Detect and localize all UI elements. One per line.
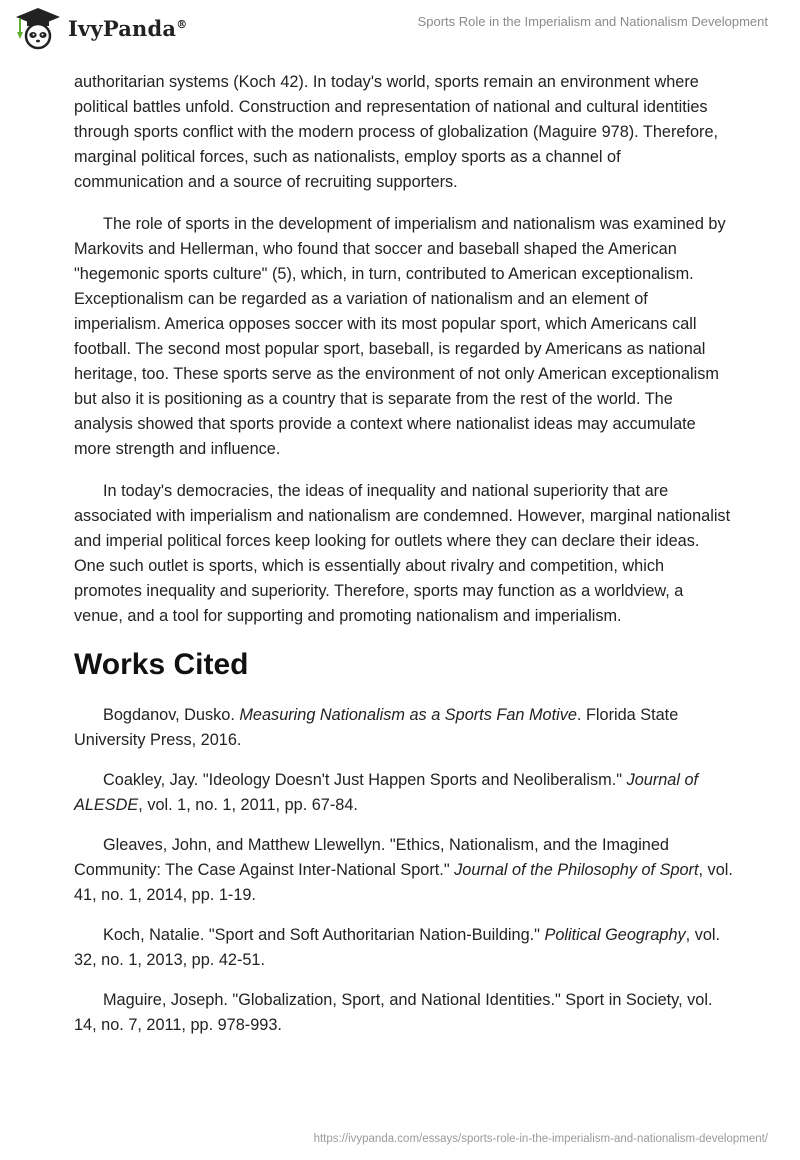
page-header	[0, 0, 800, 62]
citation-entry: Maguire, Joseph. "Globalization, Sport, and National Identities." Sport in Society, vol. 14, no. 7, 2011, pp. 978-993.	[74, 991, 713, 1034]
brand-logo[interactable]	[14, 6, 187, 50]
citation-entry: Bogdanov, Dusko. Measuring Nationalism as a Sports Fan Motive. Florida State University Press, 2016.	[74, 706, 679, 749]
source-url-link[interactable]: https://ivypanda.com/essays/sports-role-in-the-imperialism-and-nationalism-development/	[313, 1133, 768, 1145]
brand-name: IvyPanda®	[68, 15, 188, 41]
citation-entry: Koch, Natalie. "Sport and Soft Authoritarian Nation-Building." Political Geography, vol. 32, no. 1, 2013, pp. 42-51.	[74, 926, 721, 969]
document-title: Sports Role in the Imperialism and Nationalism Development	[417, 14, 768, 29]
works-cited-list	[74, 703, 734, 1038]
works-cited-heading: Works Cited	[74, 648, 249, 681]
paragraph: authoritarian systems (Koch 42). In today's world, sports remain an environment where political battles unfold. Construction and representation of national and cultural identities through sports conflict with the modern process of globalization (Maguire 978). Therefore, marginal political forces, such as nationalists, employ sports as a channel of communication and a source of recruiting supporters.	[74, 73, 719, 191]
citation-entry: Coakley, Jay. "Ideology Doesn't Just Happen Sports and Neoliberalism." Journal of ALESDE, vol. 1, no. 1, 2011, pp. 67-84.	[74, 771, 699, 814]
paragraph: The role of sports in the development of imperialism and nationalism was examined by Markovits and Hellerman, who found that soccer and baseball shaped the American "hegemonic sports culture" (5), which, in turn, contributed to American exceptionalism. Exceptionalism can be regarded as a variation of nationalism and an element of imperialism. America opposes soccer with its most popular sport, which Americans call football. The second most popular sport, baseball, is regarded by Americans as national heritage, too. These sports serve as the environment of not only American exceptionalism but also it is positioning as a country that is separate from the rest of the world. The analysis showed that sports provide a context where nationalist ideas may accumulate more strength and influence.	[74, 215, 726, 458]
citation-entry: Gleaves, John, and Matthew Llewellyn. "Ethics, Nationalism, and the Imagined Community: The Case Against Inter-National Sport." Journal of the Philosophy of Sport, vol. 41, no. 1, 2014, pp. 1-19.	[74, 836, 733, 904]
panda-graduate-icon	[14, 6, 62, 50]
essay-body	[74, 70, 734, 1053]
paragraph: In today's democracies, the ideas of inequality and national superiority that are associated with imperialism and nationalism are condemned. However, marginal nationalist and imperial political forces keep looking for outlets where they can declare their ideas. One such outlet is sports, which is essentially about rivalry and competition, which promotes inequality and superiority. Therefore, sports may function as a worldview, a venue, and a tool for supporting and promoting nationalism and imperialism.	[74, 482, 731, 625]
